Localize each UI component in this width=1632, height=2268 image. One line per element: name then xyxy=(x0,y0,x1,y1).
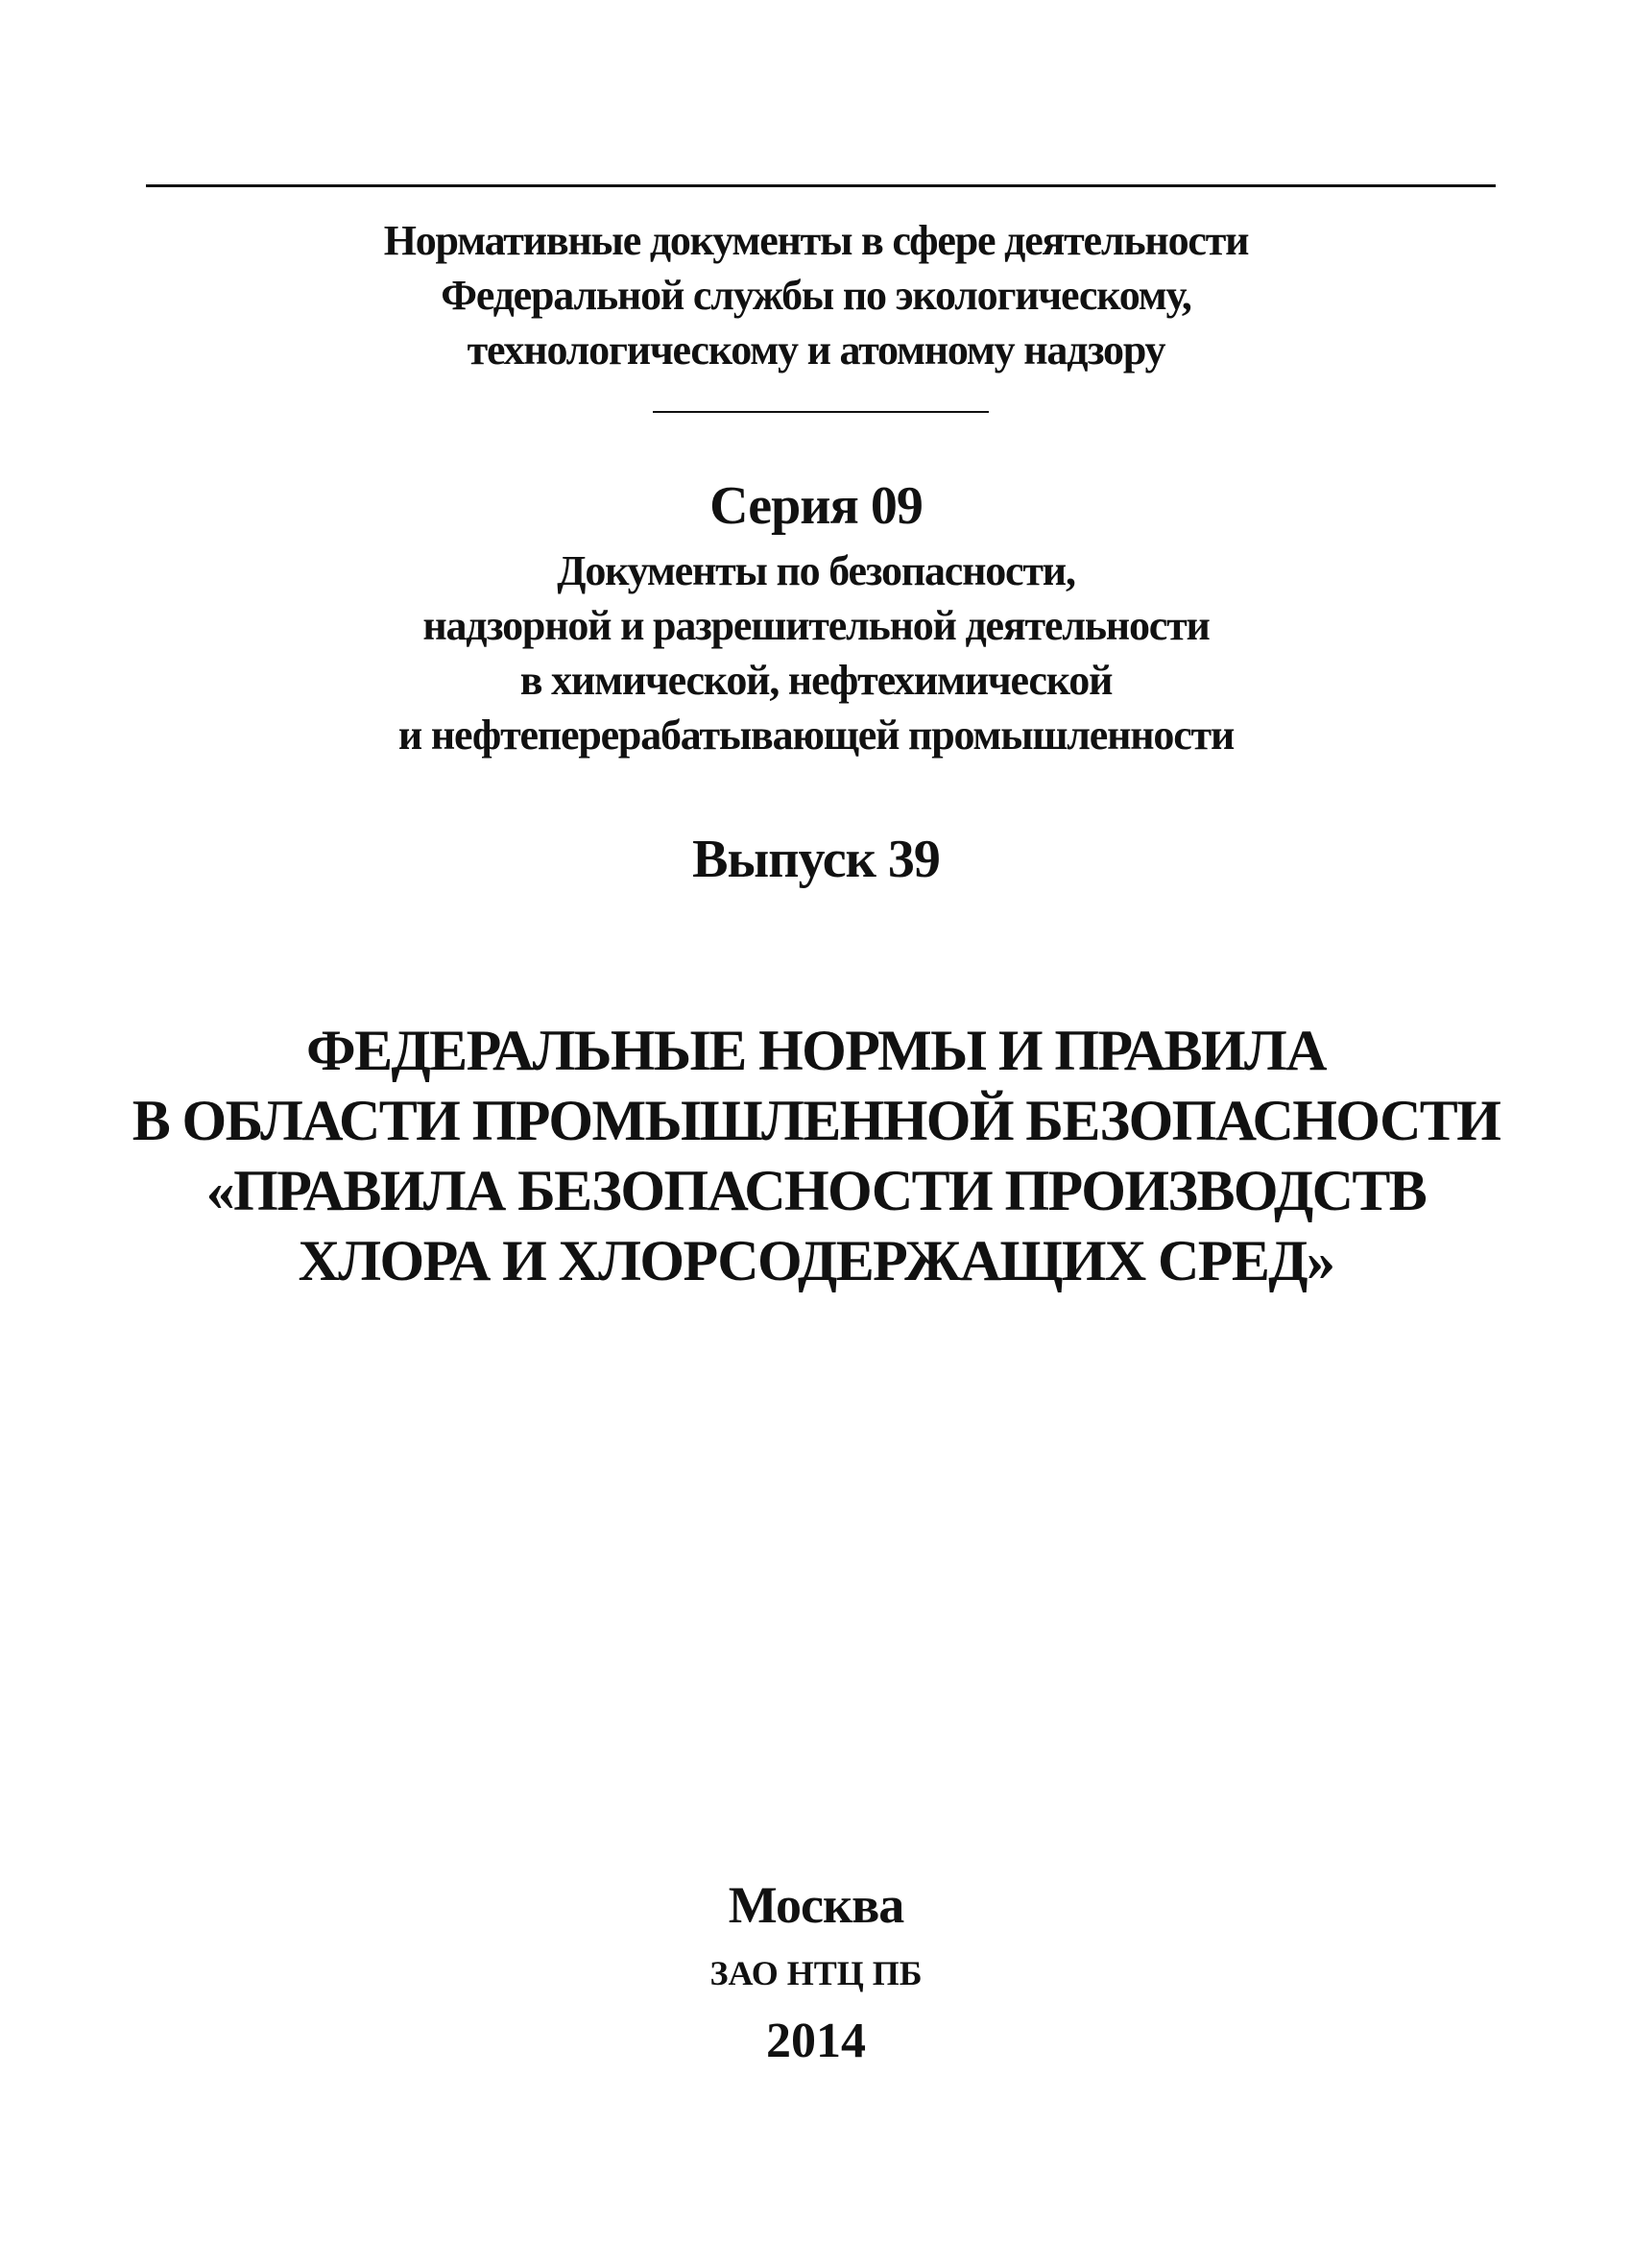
header-line-2: Федеральной службы по экологическому, xyxy=(441,272,1191,319)
series-description-line-4: и нефтеперерабатывающей промышленности xyxy=(397,712,1235,759)
document-title xyxy=(0,1016,1632,1296)
series-description xyxy=(0,543,1632,762)
issue-label: Выпуск 39 xyxy=(692,830,940,889)
header-line-3: технологическому и атомному надзору xyxy=(467,326,1165,374)
series-description-line-3: в химической, нефтехимической xyxy=(519,657,1113,704)
publisher-header xyxy=(0,213,1632,377)
imprint-publisher: ЗАО НТЦ ПБ xyxy=(709,1954,923,1992)
title-line-3: «ПРАВИЛА БЕЗОПАСНОСТИ ПРОИЗВОДСТВ xyxy=(205,1159,1427,1222)
series-description-line-2: надзорной и разрешительной деятельности xyxy=(422,602,1210,649)
imprint-city: Москва xyxy=(728,1876,904,1934)
header-divider xyxy=(653,411,989,413)
title-line-4: ХЛОРА И ХЛОРСОДЕРЖАЩИХ СРЕД» xyxy=(298,1229,1334,1292)
top-rule xyxy=(146,184,1496,187)
title-line-2: В ОБЛАСТИ ПРОМЫШЛЕННОЙ БЕЗОПАСНОСТИ xyxy=(132,1089,1500,1152)
header-line-1: Нормативные документы в сфере деятельности xyxy=(383,217,1249,264)
imprint-year: 2014 xyxy=(766,2014,866,2068)
title-line-1: ФЕДЕРАЛЬНЫЕ НОРМЫ И ПРАВИЛА xyxy=(306,1019,1326,1082)
series-description-line-1: Документы по безопасности, xyxy=(557,547,1075,594)
series-title: Серия 09 xyxy=(709,476,923,536)
